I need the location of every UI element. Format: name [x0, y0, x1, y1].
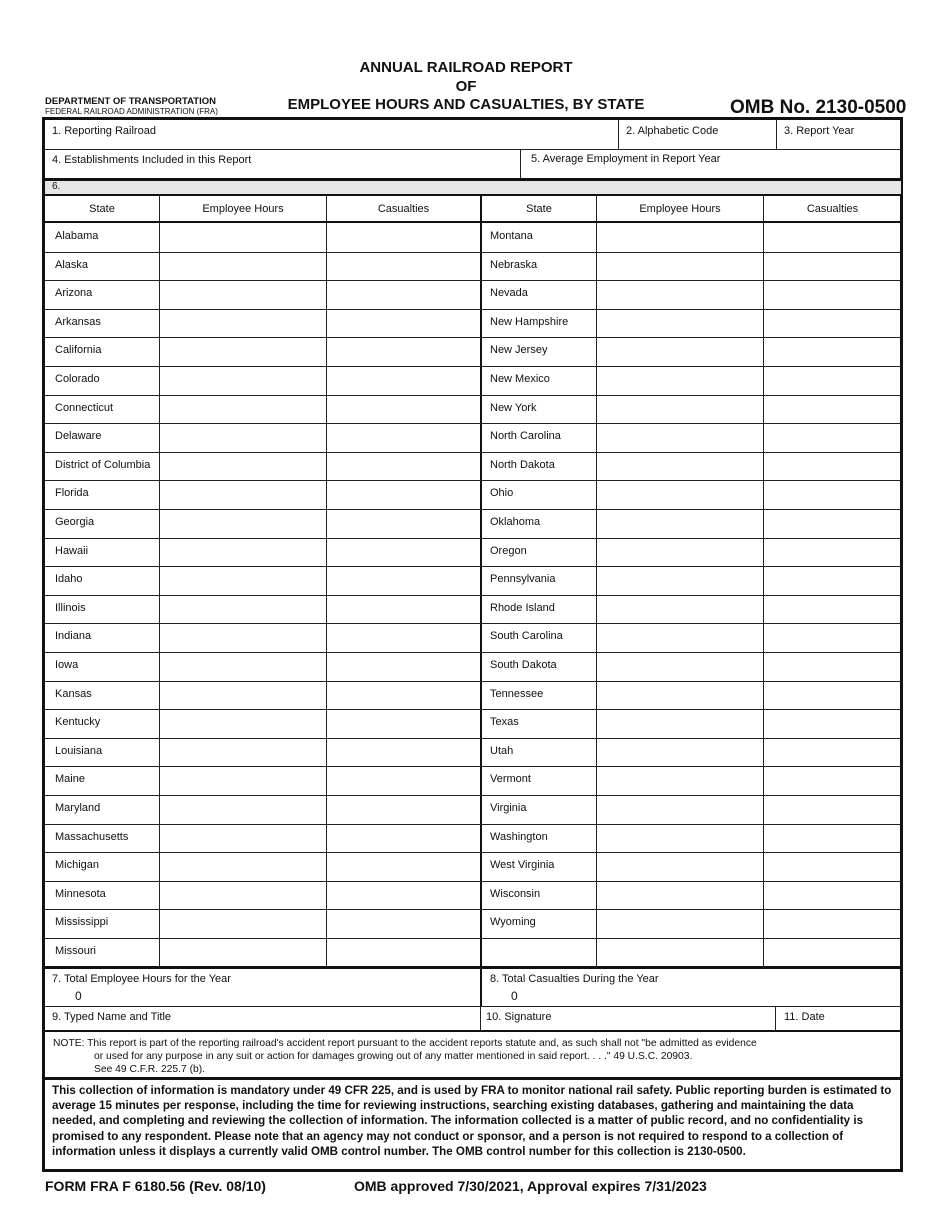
employee-hours-input[interactable]: [597, 623, 763, 651]
employee-hours-input[interactable]: [597, 252, 763, 280]
state-name: Pennsylvania: [490, 573, 556, 586]
casualties-input[interactable]: [764, 881, 901, 909]
casualties-input[interactable]: [764, 938, 901, 966]
state-name: Vermont: [490, 773, 531, 786]
casualties-input[interactable]: [764, 766, 901, 794]
note-line-1: NOTE: This report is part of the reporting railroad's accident report pursuant to the accident reports statute and, as such shall not "be admitted as evidence: [53, 1038, 757, 1049]
casualties-input[interactable]: [327, 366, 480, 394]
employee-hours-input[interactable]: [160, 452, 326, 480]
note-line-2: or used for any purpose in any suit or action for damages growing out of any matter mentioned in said report. . . ." 49 U.S.C. 20903.: [94, 1051, 693, 1062]
state-name: New Jersey: [490, 344, 548, 357]
employee-hours-input[interactable]: [160, 423, 326, 451]
state-name: Alaska: [55, 258, 89, 271]
state-name: Utah: [490, 744, 514, 757]
casualties-input[interactable]: [764, 309, 901, 337]
state-name: Arizona: [55, 287, 93, 300]
state-name: Illinois: [55, 601, 86, 614]
note-line-3: See 49 C.F.R. 225.7 (b).: [94, 1064, 206, 1075]
state-name: Texas: [490, 716, 519, 729]
casualties-input[interactable]: [764, 509, 901, 537]
section-6-band: [45, 181, 901, 194]
state-name: Massachusetts: [55, 830, 129, 843]
state-name: West Virginia: [490, 859, 555, 872]
employee-hours-input[interactable]: [597, 652, 763, 680]
state-name: Louisiana: [55, 744, 103, 757]
state-name: Alabama: [55, 230, 99, 242]
section-6-label: 6.: [52, 181, 61, 192]
casualties-input[interactable]: [327, 280, 480, 308]
casualties-input[interactable]: [327, 480, 480, 508]
state-name: Oregon: [490, 544, 527, 557]
casualties-input[interactable]: [327, 652, 480, 680]
employee-hours-input[interactable]: [597, 766, 763, 794]
casualties-input[interactable]: [327, 852, 480, 880]
employee-hours-input[interactable]: [160, 824, 326, 852]
employee-hours-input[interactable]: [597, 538, 763, 566]
state-name: New Hampshire: [490, 315, 569, 328]
employee-hours-input[interactable]: [597, 738, 763, 766]
paperwork-reduction-statement: This collection of information is mandatory under 49 CFR 225, and is used by FRA to monitor national rail safety. Public reporting burden is estimated to average 15 minutes per response, including the time for reviewing instructions, searching existing databases, gathering and maintaining the data needed, and completing and reviewing the collection of information. The information collected is a matter of public record, and no confidentiality is promised to any respondent. Please note that an agency may not conduct or sponsor, and a person is not required to respond to a collection of information unless it displays a currently valid OMB control number. The OMB control number for this collection is 2130-0500.: [52, 1084, 892, 1158]
casualties-input[interactable]: [327, 595, 480, 623]
employee-hours-input[interactable]: [160, 652, 326, 680]
left-hours-header: Employee Hours: [202, 203, 284, 215]
employee-hours-input[interactable]: [597, 366, 763, 394]
total-hours-value: 0: [75, 989, 82, 1003]
state-name: New York: [490, 401, 537, 414]
left-casualties-header: Casualties: [377, 203, 430, 215]
state-name: Missouri: [55, 945, 96, 957]
state-name: Rhode Island: [490, 601, 555, 614]
employee-hours-input[interactable]: [597, 395, 763, 423]
average-employment-field[interactable]: [521, 150, 901, 179]
right-hours-header: Employee Hours: [639, 203, 721, 215]
total-casualties-label: 8. Total Casualties During the Year: [490, 973, 659, 985]
reporting-railroad-label: 1. Reporting Railroad: [52, 125, 156, 137]
casualties-input[interactable]: [327, 423, 480, 451]
casualties-input[interactable]: [764, 538, 901, 566]
employee-hours-input[interactable]: [597, 938, 763, 966]
casualties-input[interactable]: [764, 623, 901, 651]
state-name: Michigan: [55, 859, 100, 872]
employee-hours-input[interactable]: [597, 824, 763, 852]
date-field[interactable]: [776, 1007, 901, 1031]
casualties-input[interactable]: [327, 452, 480, 480]
casualties-input[interactable]: [764, 652, 901, 680]
employee-hours-input[interactable]: [597, 681, 763, 709]
casualties-input[interactable]: [327, 309, 480, 337]
state-name: Washington: [490, 830, 548, 843]
employee-hours-input[interactable]: [160, 337, 326, 365]
signature-label: 10. Signature: [486, 1011, 552, 1023]
employee-hours-input[interactable]: [160, 223, 326, 251]
typed-name-field[interactable]: [45, 1007, 480, 1031]
casualties-input[interactable]: [327, 509, 480, 537]
employee-hours-input[interactable]: [160, 766, 326, 794]
state-name: District of Columbia: [55, 458, 151, 471]
employee-hours-input[interactable]: [597, 595, 763, 623]
state-name: Tennessee: [490, 687, 544, 700]
form-title-line2: OF: [455, 78, 477, 95]
form-title-line3: EMPLOYEE HOURS AND CASUALTIES, BY STATE: [287, 96, 645, 113]
casualties-input[interactable]: [327, 337, 480, 365]
employee-hours-input[interactable]: [597, 280, 763, 308]
signature-field[interactable]: [481, 1007, 775, 1031]
state-name: Connecticut: [55, 401, 114, 414]
department-name: DEPARTMENT OF TRANSPORTATION: [45, 96, 216, 107]
casualties-input[interactable]: [764, 795, 901, 823]
establishments-field[interactable]: [45, 150, 520, 179]
state-name: Idaho: [55, 573, 83, 586]
employee-hours-input[interactable]: [160, 538, 326, 566]
date-label: 11. Date: [784, 1011, 825, 1023]
employee-hours-input[interactable]: [597, 337, 763, 365]
casualties-input[interactable]: [327, 566, 480, 594]
casualties-input[interactable]: [764, 337, 901, 365]
casualties-input[interactable]: [327, 395, 480, 423]
right-casualties-header: Casualties: [806, 203, 859, 215]
average-employment-label: 5. Average Employment in Report Year: [531, 153, 721, 165]
agency-name: FEDERAL RAILROAD ADMINISTRATION (FRA): [45, 107, 218, 116]
employee-hours-input[interactable]: [160, 852, 326, 880]
form-id: FORM FRA F 6180.56 (Rev. 08/10): [45, 1178, 266, 1194]
employee-hours-input[interactable]: [160, 595, 326, 623]
state-name: Kentucky: [55, 716, 101, 729]
report-year-label: 3. Report Year: [784, 125, 855, 137]
alphabetic-code-label: 2. Alphabetic Code: [626, 125, 719, 137]
employee-hours-input[interactable]: [160, 366, 326, 394]
casualties-input[interactable]: [327, 738, 480, 766]
casualties-input[interactable]: [764, 480, 901, 508]
casualties-input[interactable]: [327, 538, 480, 566]
employee-hours-input[interactable]: [597, 452, 763, 480]
state-name: Kansas: [55, 687, 92, 700]
establishments-label: 4. Establishments Included in this Report: [52, 154, 252, 166]
casualties-input[interactable]: [764, 824, 901, 852]
state-name: Colorado: [55, 373, 100, 385]
casualties-input[interactable]: [327, 938, 480, 966]
employee-hours-input[interactable]: [160, 795, 326, 823]
typed-name-label: 9. Typed Name and Title: [52, 1011, 172, 1023]
casualties-input[interactable]: [764, 395, 901, 423]
casualties-input[interactable]: [764, 423, 901, 451]
state-name: Delaware: [55, 430, 102, 443]
casualties-input[interactable]: [327, 223, 480, 251]
employee-hours-input[interactable]: [597, 223, 763, 251]
casualties-input[interactable]: [327, 795, 480, 823]
casualties-input[interactable]: [764, 909, 901, 937]
state-name: Oklahoma: [490, 516, 541, 528]
casualties-input[interactable]: [764, 852, 901, 880]
casualties-input[interactable]: [327, 709, 480, 737]
employee-hours-input[interactable]: [160, 623, 326, 651]
state-name: Virginia: [490, 802, 527, 814]
employee-hours-input[interactable]: [160, 909, 326, 937]
employee-hours-input[interactable]: [597, 309, 763, 337]
employee-hours-input[interactable]: [597, 566, 763, 594]
employee-hours-input[interactable]: [160, 881, 326, 909]
state-name: South Dakota: [490, 659, 557, 671]
employee-hours-input[interactable]: [160, 738, 326, 766]
employee-hours-input[interactable]: [597, 709, 763, 737]
state-name: Nevada: [490, 287, 528, 300]
casualties-input[interactable]: [764, 452, 901, 480]
state-name: Iowa: [55, 659, 79, 671]
employee-hours-input[interactable]: [160, 395, 326, 423]
casualties-input[interactable]: [327, 824, 480, 852]
omb-number: OMB No. 2130-0500: [730, 97, 907, 118]
casualties-input[interactable]: [327, 252, 480, 280]
employee-hours-input[interactable]: [597, 852, 763, 880]
employee-hours-input[interactable]: [160, 480, 326, 508]
state-name: Mississippi: [55, 916, 109, 929]
state-name: Maine: [55, 773, 85, 786]
casualties-input[interactable]: [764, 223, 901, 251]
employee-hours-input[interactable]: [160, 681, 326, 709]
omb-approval: OMB approved 7/30/2021, Approval expires 7/31/2023: [354, 1178, 707, 1194]
casualties-input[interactable]: [764, 595, 901, 623]
state-name: Georgia: [55, 516, 95, 528]
employee-hours-input[interactable]: [597, 795, 763, 823]
form-title-line1: ANNUAL RAILROAD REPORT: [359, 59, 573, 76]
casualties-input[interactable]: [327, 681, 480, 709]
casualties-input[interactable]: [764, 280, 901, 308]
employee-hours-input[interactable]: [597, 480, 763, 508]
state-name: Maryland: [55, 802, 101, 814]
report-year-field[interactable]: [777, 120, 901, 149]
casualties-input[interactable]: [764, 738, 901, 766]
employee-hours-input[interactable]: [597, 509, 763, 537]
state-name: Wyoming: [490, 916, 536, 929]
employee-hours-input[interactable]: [597, 423, 763, 451]
total-hours-field[interactable]: [45, 969, 480, 1006]
right-state-header: State: [526, 203, 552, 215]
employee-hours-input[interactable]: [160, 938, 326, 966]
state-name: Nebraska: [490, 258, 538, 271]
employee-hours-input[interactable]: [160, 280, 326, 308]
left-state-header: State: [89, 203, 115, 215]
state-name: Indiana: [55, 630, 92, 643]
employee-hours-input[interactable]: [160, 709, 326, 737]
state-name: North Dakota: [490, 458, 555, 471]
state-name: South Carolina: [490, 630, 563, 643]
state-name: Florida: [55, 487, 89, 500]
employee-hours-input[interactable]: [160, 252, 326, 280]
casualties-input[interactable]: [327, 881, 480, 909]
casualties-input[interactable]: [764, 681, 901, 709]
reporting-railroad-field[interactable]: [45, 120, 618, 149]
casualties-input[interactable]: [764, 566, 901, 594]
alphabetic-code-field[interactable]: [619, 120, 776, 149]
state-name: Minnesota: [55, 887, 106, 900]
report-form: [42, 117, 903, 1172]
casualties-input[interactable]: [764, 709, 901, 737]
total-hours-label: 7. Total Employee Hours for the Year: [52, 973, 231, 985]
state-name: Ohio: [490, 487, 514, 500]
casualties-input[interactable]: [327, 766, 480, 794]
state-name: New Mexico: [490, 373, 550, 385]
employee-hours-input[interactable]: [597, 909, 763, 937]
employee-hours-input[interactable]: [597, 881, 763, 909]
casualties-input[interactable]: [327, 909, 480, 937]
state-name: Montana: [490, 230, 533, 242]
state-name: California: [55, 344, 102, 357]
casualties-input[interactable]: [764, 366, 901, 394]
state-name: Arkansas: [55, 315, 101, 328]
state-name: North Carolina: [490, 430, 561, 443]
employee-hours-input[interactable]: [160, 509, 326, 537]
casualties-input[interactable]: [327, 623, 480, 651]
total-casualties-field[interactable]: [482, 969, 901, 1006]
state-name: Wisconsin: [490, 887, 541, 900]
employee-hours-input[interactable]: [160, 309, 326, 337]
casualties-input[interactable]: [764, 252, 901, 280]
state-name: Hawaii: [55, 544, 89, 557]
employee-hours-input[interactable]: [160, 566, 326, 594]
total-casualties-value: 0: [511, 989, 518, 1003]
